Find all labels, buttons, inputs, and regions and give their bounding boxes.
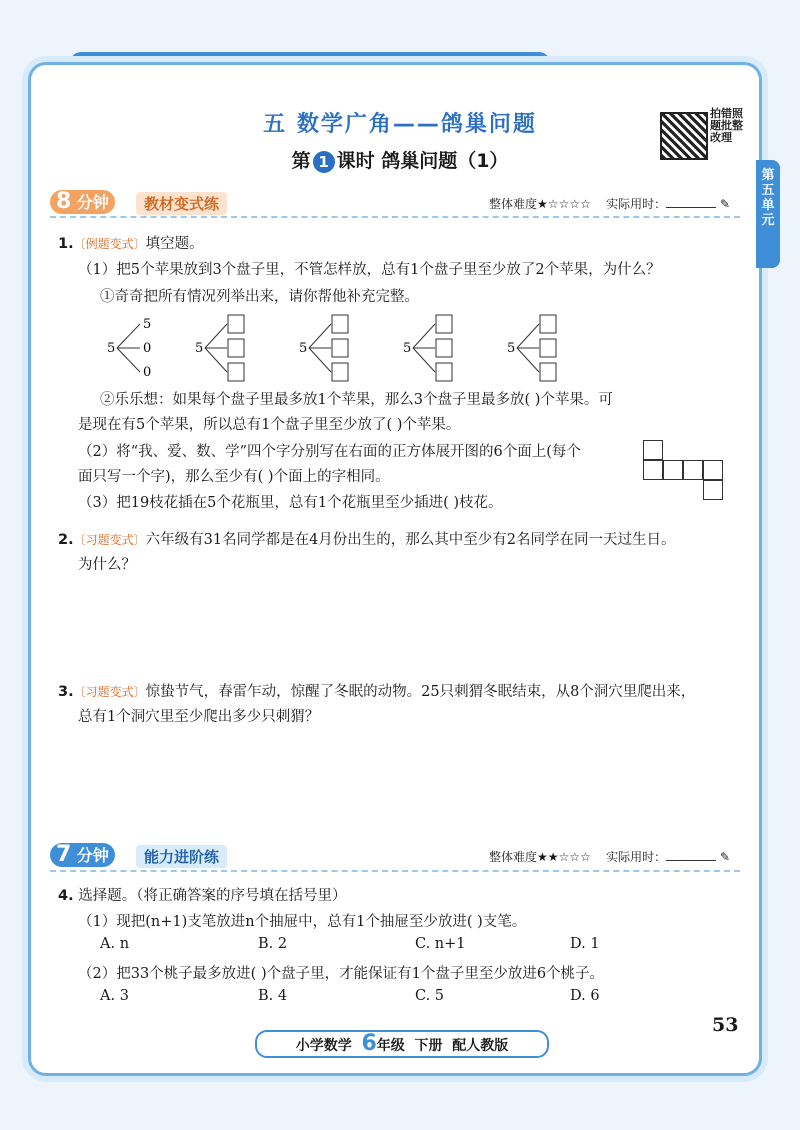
q4-option: C. n+1 [415, 936, 466, 952]
tree-value: 0 [143, 365, 152, 380]
divider [50, 870, 740, 872]
empty-tree [403, 315, 452, 381]
divider [50, 216, 740, 218]
qr-code-icon[interactable] [660, 112, 708, 160]
empty-tree [195, 315, 244, 381]
q4-part2: （2）把33个桃子最多放进( )个盘子里，才能保证有1个盘子里至少放进6个桃子。 [78, 966, 605, 982]
q1-part2-line2: 面只写一个字)，那么至少有( )个面上的字相同。 [78, 469, 390, 485]
question-3: 3.〔习题变式〕惊蛰节气，春雷乍动，惊醒了冬眠的动物。25只刺猬冬眠结束，从8个洞穴里爬出来， [58, 684, 696, 700]
q4-option: B. 4 [258, 988, 288, 1004]
q4-option: B. 2 [258, 936, 288, 952]
question-1-title: 1.〔例题变式〕填空题。 [58, 236, 204, 252]
section-name: 教材变式练 [136, 192, 227, 215]
section-meta: 整体难度★☆☆☆☆ 实际用时： ✎ [489, 197, 730, 211]
qr-label: 拍错照题批整改理 [710, 107, 743, 144]
answer-box [332, 315, 348, 333]
answer-box [228, 339, 244, 357]
answer-box [436, 315, 452, 333]
tree-1 [107, 317, 151, 380]
question-2-line2: 为什么？ [78, 557, 136, 573]
tree-value: 5 [143, 317, 152, 332]
tree-root: 5 [299, 341, 308, 356]
lesson-number-badge: 1 [313, 151, 335, 173]
time-badge: 8 分钟 [50, 190, 115, 214]
q1-part3: （3）把19枝花插在5个花瓶里，总有1个花瓶里至少插进( )枝花。 [78, 495, 503, 511]
section-header-basic [50, 190, 750, 216]
q1-part1b-line2: 是现在有5个苹果，所以总有1个盘子里至少放了( )个苹果。 [78, 417, 461, 433]
svg-text:5: 5 [107, 341, 116, 356]
answer-box [436, 363, 452, 381]
q1-part1a: ①奇奇把所有情况列举出来，请你帮他补充完整。 [100, 289, 419, 305]
q4-option: D. 1 [570, 936, 600, 952]
question-3-line2: 总有1个洞穴里至少爬出多少只刺猬？ [78, 709, 320, 725]
q1-part1b-line1: ②乐乐想：如果每个盘子里最多放1个苹果，那么3个盘子里最多放( )个苹果。可 [100, 392, 613, 408]
q4-part1: （1）现把(n+1)支笔放进n个抽屉中，总有1个抽屉至少放进( )支笔。 [78, 914, 527, 930]
tree-root: 5 [403, 341, 412, 356]
q4-option: C. 5 [415, 988, 445, 1004]
footer-badge: 小学数学 6年级 下册 配人教版 [255, 1030, 549, 1058]
tree-root: 5 [195, 341, 204, 356]
q4-option: D. 6 [570, 988, 600, 1004]
answer-box [540, 339, 556, 357]
section-name: 能力进阶练 [136, 845, 227, 868]
lesson-title: 第 1 课时 鸽巢问题（1） [291, 150, 509, 172]
q1-part2-line1: （2）将“我、爱、数、学”四个字分别写在右面的正方体展开图的6个面上(每个 [78, 444, 581, 460]
answer-box [540, 363, 556, 381]
empty-tree [299, 315, 348, 381]
section-header-advanced [50, 843, 750, 869]
empty-tree [507, 315, 556, 381]
question-2: 2.〔习题变式〕六年级有31名同学都是在4月份出生的，那么其中至少有2名同学在同一天过生日。 [58, 532, 676, 548]
tree-value: 0 [143, 341, 152, 356]
section-meta: 整体难度★★☆☆☆ 实际用时： ✎ [489, 850, 730, 864]
question-4-title: 4. 选择题。（将正确答案的序号填在括号里） [58, 888, 347, 904]
tree-root: 5 [507, 341, 516, 356]
answer-box [332, 363, 348, 381]
answer-box [540, 315, 556, 333]
unit-title: 五 数学广角——鸽巢问题 [263, 112, 537, 137]
unit-side-tab: 第五单元 [756, 160, 780, 268]
answer-box [228, 315, 244, 333]
time-badge: 7 分钟 [50, 843, 115, 867]
q4-option: A. n [100, 936, 130, 952]
enumeration-trees [95, 308, 565, 388]
answer-box [228, 363, 244, 381]
page-number: 53 [712, 1014, 739, 1036]
answer-box [436, 339, 452, 357]
q1-part1: （1）把5个苹果放到3个盘子里，不管怎样放，总有1个盘子里至少放了2个苹果，为什么？ [78, 262, 661, 278]
answer-box [332, 339, 348, 357]
q4-option: A. 3 [100, 988, 129, 1004]
